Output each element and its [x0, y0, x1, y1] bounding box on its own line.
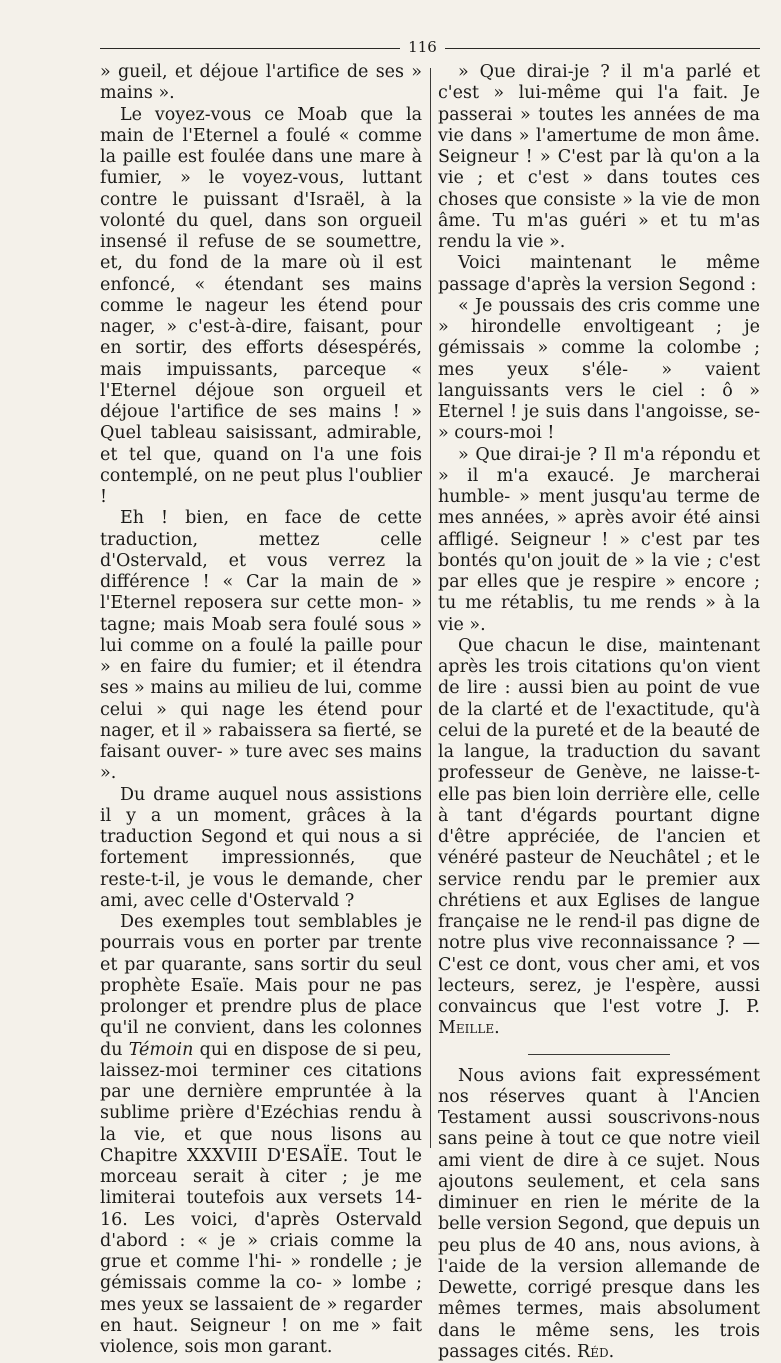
paragraph: » gueil, et déjoue l'artifice de ses » mains ». [100, 62, 422, 105]
text-run: qui en dispose de si peu, laissez-moi terminer ces citations par une dernière empruntée à la sublime prière d'Ezéchias rendu à la vie, et que nous lisons au Chapitre XXXVIII D'ESAÏE. Tout le morceau serait à citer ; je me limiterai toutefois aux versets 14-16. Les voici, d'après Ostervald d'abord : « je » criais comme la grue et comme l'hi- » rondelle ; je gémissais comme la co- » lombe ; mes yeux se lassaient de » regarder en haut. Seigneur ! on me » fait violence, sois mon garant. [100, 1040, 422, 1358]
paragraph: Du drame auquel nous assistions il y a un moment, grâces à la traduction Segond et qui nous a si fortement impressionnés, que reste-t-il, je vous le demande, cher ami, avec celle d'Ostervald ? [100, 785, 422, 913]
text-run: Que chacun le dise, maintenant après les trois citations qu'on vient de lire : aussi bien au point de vue de la clarté et de l'exactitude, qu'à celui de la pureté et de la beauté de la langue, la traduction du savant professeur de Genève, ne laisse-t-elle pas bien loin derrière elle, celle à tant d'égards pourtant digne d'être appréciée, de l'ancien et vénéré pasteur de Neuchâtel ; et le service rendu par le premier aux chrétiens et aux Eglises de langue française ne le rend-il pas digne de notre plus vive reconnaissance ? — C'est ce dont, vous cher ami, et vos lecteurs, serez, je l'espère, aussi convaincus que l'est votre [438, 636, 760, 1017]
page-header [100, 38, 760, 58]
author-signature: J. P. Meille. [438, 997, 760, 1038]
page-number: 116 [400, 38, 445, 56]
paragraph: « Je poussais des cris comme une » hirondelle envoltigeant ; je gémissais » comme la colombe ; mes yeux s'éle- » vaient languissants vers le ciel : ô » Eternel ! je suis dans l'angoisse, se- » cours-moi ! [438, 296, 760, 445]
paragraph [438, 636, 760, 1040]
paragraph: Voici maintenant le même passage d'après la version Segond : [438, 253, 760, 296]
header-rule-right [445, 48, 760, 49]
paragraph: Eh ! bien, en face de cette traduction, mettez celle d'Ostervald, et vous verrez la différence ! « Car la main de » l'Eternel reposera sur cette mon- » tagne; mais Moab sera foulé sous » lui comme on a foulé la paille pour » en faire du fumier; et il étendra ses » mains au milieu de lui, comme celui » qui nage les étend pour nager, et il » rabaissera sa fierté, se faisant ouver- » ture avec ses mains ». [100, 508, 422, 784]
column-divider [430, 68, 431, 1148]
paragraph [100, 912, 422, 1358]
paragraph: » Que dirai-je ? il m'a parlé et c'est » lui-même qui l'a fait. Je passerai » toutes les années de ma vie dans » l'amertume de mon âme. Seigneur ! » C'est par là qu'on a la vie ; et c'est » dans toutes ces choses que consiste » la vie de mon âme. Tu m'as guéri » et tu m'as rendu la vie ». [438, 62, 760, 253]
text-run: Nous avions fait expressément nos réserves quant à l'Ancien Testament aussi souscrivons-nous sans peine à tout ce que notre vieil ami vient de dire à ce sujet. Nous ajoutons seulement, et cela sans diminuer en rien le mérite de la belle version Segond, que depuis un peu plus de 40 ans, nous avions, à l'aide de la version allemande de Dewette, corrigé presque dans les mêmes termes, mais absolument dans le même sens, les trois passages cités. [438, 1066, 760, 1362]
paragraph: Le voyez-vous ce Moab que la main de l'Eternel a foulé « comme la paille est foulée dans une mare à fumier, » le voyez-vous, luttant contre le puissant d'Israël, à la volonté du quel, dans son orgueil insensé il refuse de se soumettre, et, du fond de la mare où il est enfoncé, « étendant ses mains comme le nageur les étend pour nager, » c'est-à-dire, faisant, pour en sortir, des efforts désespérés, mais impuissants, parceque « l'Eternel déjoue son orgueil et déjoue l'artifice de ses mains ! » Quel tableau saisissant, admirable, et tel que, quand on l'a une fois contemplé, on ne peut plus l'oublier ! [100, 105, 422, 509]
header-rule-left [100, 48, 400, 49]
editor-note [438, 1066, 760, 1363]
left-column [100, 62, 422, 1358]
journal-title: Témoin [129, 1040, 194, 1060]
right-column [438, 62, 760, 1363]
paragraph: » Que dirai-je ? Il m'a répondu et » il m'a exaucé. Je marcherai humble- » ment jusqu'au terme de mes années, » après avoir été ainsi affligé. Seigneur ! » c'est par tes bontés qu'on jouit de » la vie ; c'est par elles que je respire » encore ; tu me rétablis, tu me rends » à la vie ». [438, 445, 760, 636]
editor-signature: Réd. [577, 1342, 614, 1362]
text-run: Des exemples tout semblables je pourrais vous en porter par trente et par quarante, sans sortir du seul prophète Esaïe. Mais pour ne pas prolonger et prendre plus de place qu'il ne convient, dans les colonnes du [100, 912, 422, 1060]
editor-note-divider [528, 1054, 670, 1055]
